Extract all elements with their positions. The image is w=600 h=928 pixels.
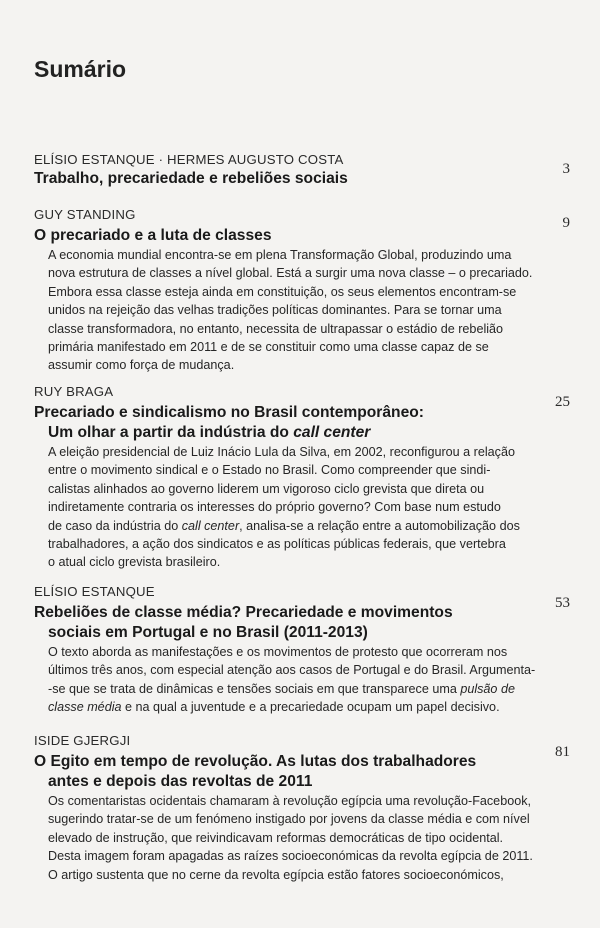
- entry-title[interactable]: [34, 752, 564, 792]
- entry-authors: ELÍSIO ESTANQUE · HERMES AUGUSTO COSTA: [34, 152, 344, 167]
- entry-title-line: Precariado e sindicalismo no Brasil contemporâneo:: [34, 404, 424, 421]
- abstract-line: Embora essa classe esteja ainda em constituição, os seus elementos encontram-se: [48, 284, 517, 299]
- entry-authors: ISIDE GJERGJI: [34, 733, 131, 748]
- abstract-line: Os comentaristas ocidentais chamaram à revolução egípcia uma revolução-Facebook,: [48, 794, 531, 808]
- abstract-line: [48, 517, 535, 535]
- entry-page-number: 81: [555, 744, 570, 760]
- abstract-line: elevado de instrução, que reivindicavam reformas democráticas de tipo ocidental.: [48, 830, 504, 845]
- entry-title-line: [34, 423, 564, 443]
- entry-title-line: Trabalho, precariedade e rebeliões sociais: [34, 170, 348, 187]
- entry-title-italic: call center: [293, 424, 371, 441]
- toc-entry-estanque-costa: [34, 151, 564, 189]
- toc-entry-gjergji: [34, 732, 564, 884]
- entry-abstract: [48, 443, 535, 572]
- abstract-italic: call center: [181, 518, 240, 533]
- entry-authors: GUY STANDING: [34, 207, 136, 222]
- entry-title-line: O precariado e a luta de classes: [34, 227, 272, 244]
- toc-entry-braga: [34, 383, 564, 572]
- entry-title-text: Um olhar a partir da indústria do: [48, 424, 294, 441]
- abstract-line: nova estrutura de classes a nível global. Está a surgir uma nova classe – o precariado.: [48, 266, 533, 281]
- entry-page-number: 53: [555, 595, 570, 611]
- entry-title-line: Rebeliões de classe média? Precariedade e movimentos: [34, 604, 453, 621]
- abstract-line: A economia mundial encontra-se em plena Transformação Global, produzindo uma: [48, 248, 512, 262]
- abstract-line: indiretamente contraria os interesses do próprio governo? Com base num estudo: [48, 500, 501, 515]
- abstract-text: , analisa-se a relação entre a automobilização dos: [239, 518, 520, 533]
- entry-page-number: 25: [555, 394, 570, 410]
- toc-entry-estanque: [34, 583, 564, 717]
- abstract-italic: pulsão de: [460, 681, 515, 696]
- abstract-line: sugerindo tratar-se de um fenómeno instigado por jovens da classe média e com nível: [48, 812, 530, 827]
- abstract-line: [48, 698, 535, 716]
- abstract-line: assumir como força de mudança.: [48, 358, 235, 373]
- entry-title[interactable]: [34, 226, 564, 246]
- abstract-italic: classe média: [48, 700, 122, 715]
- entry-abstract: [48, 246, 535, 375]
- entry-title-line: O Egito em tempo de revolução. As lutas dos trabalhadores: [34, 753, 477, 770]
- entry-page-number: 3: [562, 161, 570, 177]
- abstract-line: últimos três anos, com especial atenção aos casos de Portugal e do Brasil. Argumenta-: [48, 663, 535, 678]
- toc-entry-standing: [34, 206, 564, 375]
- abstract-line: calistas alinhados ao governo liderem um vigoroso ciclo grevista que direta ou: [48, 481, 485, 496]
- abstract-line: trabalhadores, a ação dos sindicatos e as políticas públicas federais, que vertebra: [48, 537, 506, 552]
- abstract-line: o atual ciclo grevista brasileiro.: [48, 555, 221, 570]
- abstract-line: Desta imagem foram apagadas as raízes socioeconómicas da revolta egípcia de 2011.: [48, 849, 533, 864]
- abstract-line: A eleição presidencial de Luiz Inácio Lula da Silva, em 2002, reconfigurou a relação: [48, 445, 515, 459]
- entry-authors: RUY BRAGA: [34, 384, 114, 399]
- entry-title-line: sociais em Portugal e no Brasil (2011-2013): [48, 624, 368, 641]
- entry-title[interactable]: [34, 403, 564, 443]
- entry-page-number: 9: [562, 215, 570, 231]
- abstract-text: de caso da indústria do: [48, 518, 182, 533]
- entry-title-line: antes e depois das revoltas de 2011: [48, 773, 313, 790]
- abstract-line: primária manifestado em 2011 e de se constituir como uma classe capaz de se: [48, 340, 489, 355]
- abstract-line: [48, 680, 535, 698]
- entry-abstract: [48, 792, 535, 884]
- entry-title[interactable]: [34, 169, 564, 189]
- abstract-line: unidos na rejeição das velhas tradições políticas dominantes. Para se tornar uma: [48, 303, 502, 318]
- abstract-text: e na qual a juventude e a precariedade ocupam um papel decisivo.: [121, 700, 500, 715]
- abstract-line: classe transformadora, no entanto, necessita de ultrapassar o estádio de rebelião: [48, 321, 504, 336]
- abstract-line: entre o movimento sindical e o Estado no Brasil. Como compreender que sindi-: [48, 463, 491, 478]
- entry-authors: ELÍSIO ESTANQUE: [34, 584, 155, 599]
- page-title: Sumário: [34, 56, 127, 82]
- abstract-text: -se que se trata de dinâmicas e tensões sociais em que transparece uma: [48, 681, 461, 696]
- entry-title[interactable]: [34, 603, 564, 643]
- abstract-line: O texto aborda as manifestações e os movimentos de protesto que ocorreram nos: [48, 645, 508, 659]
- entry-abstract: [48, 643, 535, 717]
- abstract-line: O artigo sustenta que no cerne da revolta egípcia estão fatores socioeconómicos,: [48, 867, 504, 882]
